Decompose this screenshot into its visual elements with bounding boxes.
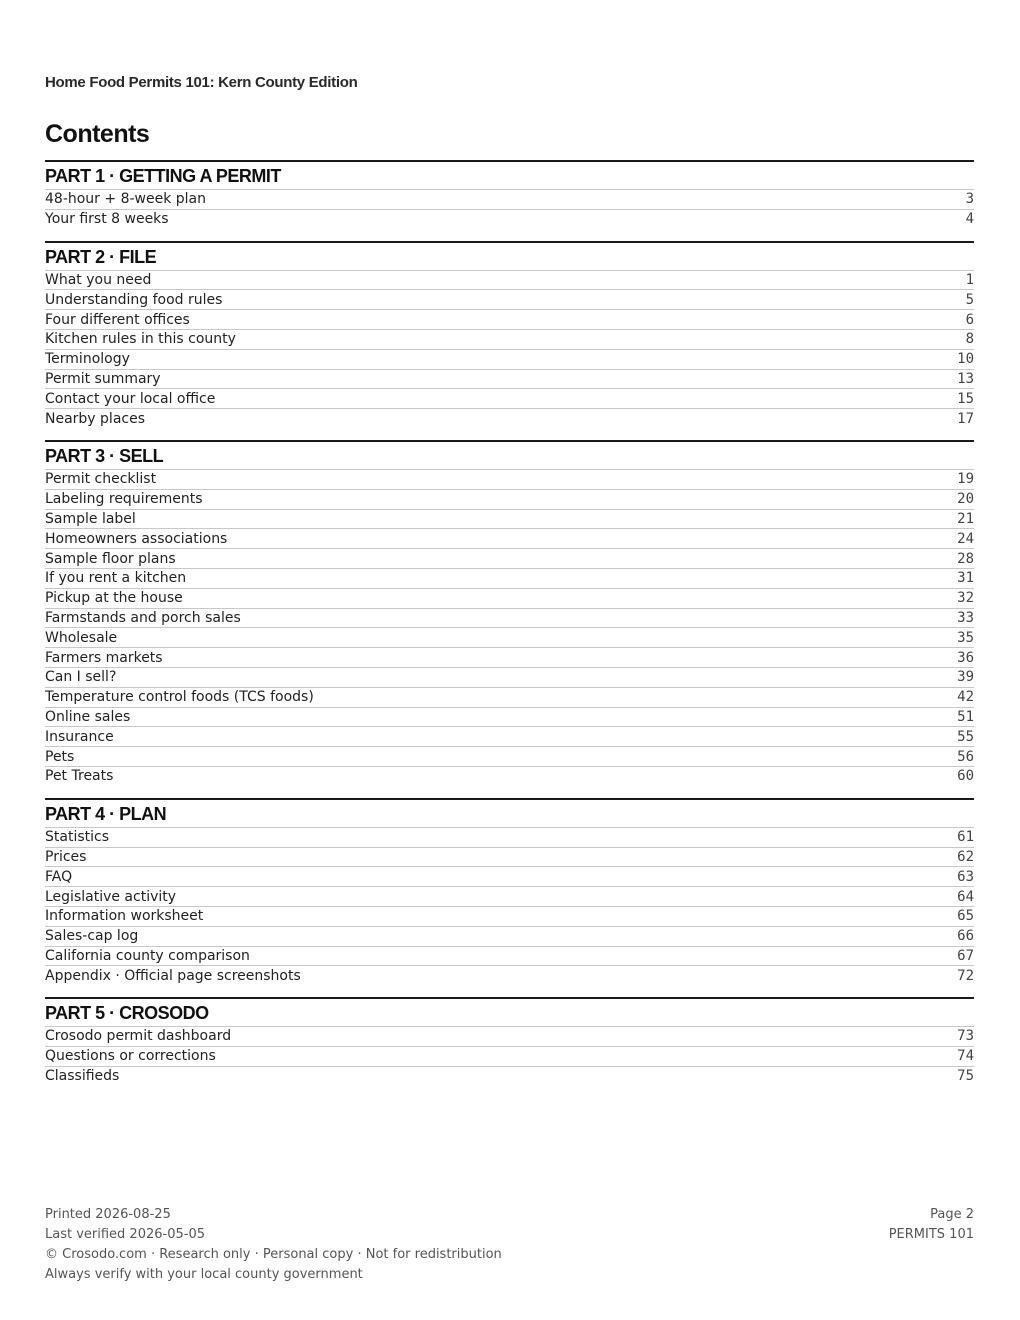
toc-entry-page-number: 33: [957, 609, 974, 626]
toc-entry[interactable]: [45, 688, 974, 708]
toc-entry[interactable]: [45, 190, 974, 210]
toc-entry-page-number: 51: [957, 708, 974, 725]
toc-entry-label: Homeowners associations: [45, 530, 228, 547]
toc-entry-label: Can I sell?: [45, 669, 117, 686]
toc-entry[interactable]: [45, 628, 974, 648]
series-name: PERMITS 101: [888, 1227, 974, 1242]
toc-entry[interactable]: [45, 370, 974, 390]
toc-entry-label: Terminology: [45, 351, 130, 368]
toc-entry-page-number: 64: [957, 888, 974, 905]
toc-entry-label: Sales-cap log: [45, 928, 139, 945]
toc-entry[interactable]: [45, 907, 974, 927]
toc-entry-page-number: 62: [957, 848, 974, 865]
toc-entry[interactable]: [45, 708, 974, 728]
toc-entry[interactable]: [45, 389, 974, 409]
toc-entry[interactable]: [45, 1027, 974, 1047]
toc-entry-page-number: 20: [957, 491, 974, 508]
toc-entry-page-number: 3: [965, 191, 974, 208]
document-title: Home Food Permits 101: Kern County Edition: [45, 74, 358, 91]
toc-entry-label: Pet Treats: [45, 768, 114, 785]
toc-entry[interactable]: [45, 648, 974, 668]
toc-entry[interactable]: [45, 290, 974, 310]
toc-entry[interactable]: [45, 1067, 974, 1086]
toc-part-section: [45, 160, 974, 229]
part-title: PART 1 · GETTING A PERMIT: [45, 160, 974, 190]
toc-entry-page-number: 67: [957, 947, 974, 964]
toc-part-section: [45, 241, 974, 428]
toc-entry[interactable]: [45, 747, 974, 767]
toc-entry-label: Classifieds: [45, 1068, 120, 1085]
toc-entry-label: Permit summary: [45, 370, 161, 387]
toc-entry-label: Wholesale: [45, 629, 118, 646]
last-verified-date: Last verified 2026-05-05: [45, 1227, 205, 1242]
toc-entry[interactable]: [45, 310, 974, 330]
table-of-contents: [45, 160, 974, 1097]
toc-entry-page-number: 28: [957, 550, 974, 567]
toc-entry[interactable]: [45, 529, 974, 549]
toc-entry[interactable]: [45, 490, 974, 510]
toc-entry-page-number: 39: [957, 669, 974, 686]
toc-entry-page-number: 60: [957, 768, 974, 785]
toc-entry-page-number: 24: [957, 530, 974, 547]
toc-entry-page-number: 5: [965, 291, 974, 308]
copyright-notice: © Crosodo.com · Research only · Personal copy · Not for redistribution: [45, 1247, 502, 1262]
toc-entry[interactable]: [45, 966, 974, 985]
toc-entry-page-number: 15: [957, 390, 974, 407]
toc-entry[interactable]: [45, 409, 974, 428]
toc-entry-page-number: 35: [957, 629, 974, 646]
toc-part-section: [45, 798, 974, 985]
toc-entry[interactable]: [45, 470, 974, 490]
toc-entry-label: Pickup at the house: [45, 590, 183, 607]
toc-entry[interactable]: [45, 1047, 974, 1067]
toc-entry-label: FAQ: [45, 868, 73, 885]
toc-entry-label: Four different offices: [45, 311, 190, 328]
toc-entry-page-number: 73: [957, 1028, 974, 1045]
toc-entry-label: Temperature control foods (TCS foods): [45, 689, 314, 706]
toc-entry-label: Sample floor plans: [45, 550, 176, 567]
contents-heading: Contents: [45, 120, 150, 148]
toc-entry-label: Crosodo permit dashboard: [45, 1028, 232, 1045]
toc-entry[interactable]: [45, 848, 974, 868]
toc-entry-label: Kitchen rules in this county: [45, 331, 236, 348]
toc-entry-label: Understanding food rules: [45, 291, 223, 308]
disclaimer: Always verify with your local county government: [45, 1267, 363, 1282]
part-title: PART 5 · CROSODO: [45, 997, 974, 1027]
toc-entry-page-number: 42: [957, 689, 974, 706]
toc-entry-page-number: 55: [957, 728, 974, 745]
toc-entry-page-number: 56: [957, 748, 974, 765]
toc-entry-page-number: 74: [957, 1048, 974, 1065]
toc-entry-label: If you rent a kitchen: [45, 570, 187, 587]
toc-entry-label: Permit checklist: [45, 471, 157, 488]
part-title: PART 2 · FILE: [45, 241, 974, 271]
toc-entry-label: Questions or corrections: [45, 1048, 216, 1065]
toc-entry-page-number: 8: [965, 331, 974, 348]
toc-entry[interactable]: [45, 668, 974, 688]
toc-entry-page-number: 72: [957, 967, 974, 984]
toc-entry-page-number: 1: [965, 271, 974, 288]
toc-entry-page-number: 13: [957, 370, 974, 387]
toc-entry-page-number: 36: [957, 649, 974, 666]
printed-date: Printed 2026-08-25: [45, 1207, 171, 1222]
toc-entry-label: Insurance: [45, 728, 114, 745]
toc-entry-label: Prices: [45, 848, 87, 865]
toc-entry-label: Your first 8 weeks: [45, 211, 169, 228]
toc-entry-page-number: 63: [957, 868, 974, 885]
toc-entry-label: What you need: [45, 271, 152, 288]
part-title: PART 3 · SELL: [45, 440, 974, 470]
toc-entry-page-number: 75: [957, 1068, 974, 1085]
toc-entry[interactable]: [45, 510, 974, 530]
toc-entry-label: Legislative activity: [45, 888, 177, 905]
toc-entry[interactable]: [45, 350, 974, 370]
toc-entry-page-number: 10: [957, 351, 974, 368]
toc-entry-label: Farmstands and porch sales: [45, 609, 241, 626]
toc-entry-page-number: 31: [957, 570, 974, 587]
footer-left: [45, 1205, 502, 1285]
toc-entry-page-number: 6: [965, 311, 974, 328]
toc-entry[interactable]: [45, 767, 974, 786]
toc-entry[interactable]: [45, 887, 974, 907]
toc-entry[interactable]: [45, 549, 974, 569]
toc-part-section: [45, 997, 974, 1085]
toc-entry-page-number: 21: [957, 510, 974, 527]
page-number: Page 2: [930, 1207, 974, 1222]
toc-entry[interactable]: [45, 569, 974, 589]
toc-entry-label: Pets: [45, 748, 75, 765]
toc-entry-label: Labeling requirements: [45, 491, 203, 508]
toc-entry-label: Information worksheet: [45, 908, 204, 925]
toc-entry[interactable]: [45, 947, 974, 967]
toc-entry[interactable]: [45, 330, 974, 350]
toc-entry[interactable]: [45, 867, 974, 887]
toc-entry[interactable]: [45, 271, 974, 291]
toc-entry-page-number: 61: [957, 829, 974, 846]
toc-entry[interactable]: [45, 828, 974, 848]
toc-entry[interactable]: [45, 609, 974, 629]
toc-part-section: [45, 440, 974, 786]
toc-entry-page-number: 19: [957, 471, 974, 488]
toc-entry-label: Nearby places: [45, 410, 146, 427]
footer-right: [889, 1205, 974, 1245]
toc-entry[interactable]: [45, 210, 974, 229]
toc-entry[interactable]: [45, 589, 974, 609]
toc-entry-page-number: 17: [957, 410, 974, 427]
part-title: PART 4 · PLAN: [45, 798, 974, 828]
toc-entry-page-number: 65: [957, 908, 974, 925]
toc-entry-label: Sample label: [45, 510, 136, 527]
toc-entry-page-number: 4: [965, 211, 974, 228]
toc-entry[interactable]: [45, 727, 974, 747]
toc-entry-label: Statistics: [45, 829, 109, 846]
toc-entry-label: Contact your local office: [45, 390, 216, 407]
toc-entry-label: Farmers markets: [45, 649, 163, 666]
toc-entry-label: Appendix · Official page screenshots: [45, 967, 301, 984]
toc-entry-label: California county comparison: [45, 947, 250, 964]
toc-entry[interactable]: [45, 927, 974, 947]
toc-entry-label: 48-hour + 8-week plan: [45, 191, 206, 208]
toc-entry-page-number: 66: [957, 928, 974, 945]
toc-entry-label: Online sales: [45, 708, 131, 725]
toc-entry-page-number: 32: [957, 590, 974, 607]
